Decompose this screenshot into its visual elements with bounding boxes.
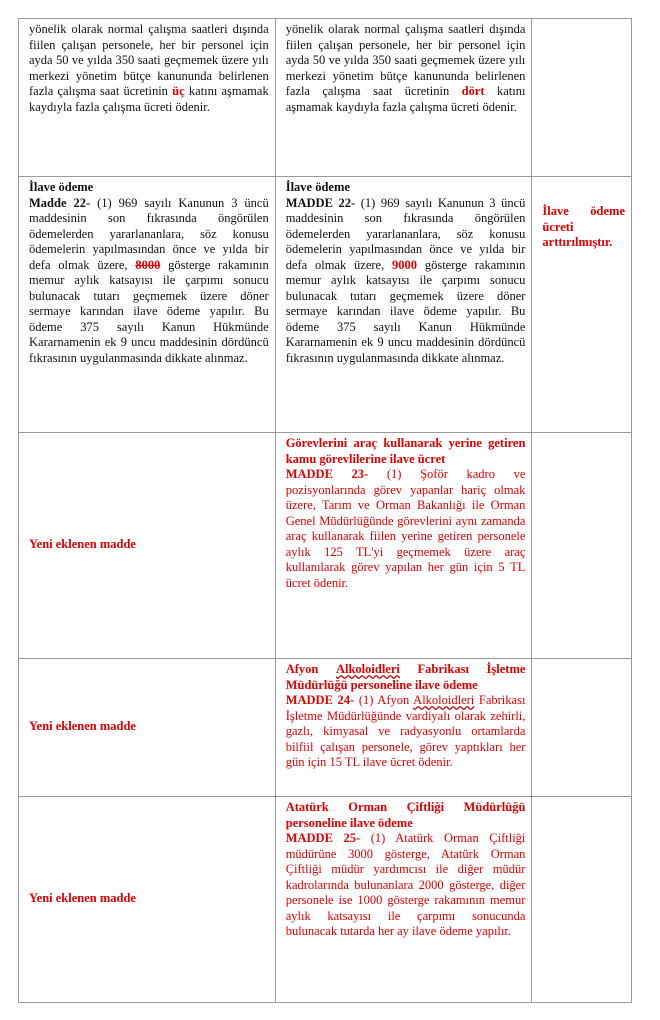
old-text: yönelik olarak normal çalışma saatleri dışında fiilen çalışan personele, her bir personel için ayda 50 ve yılda 350 saati geçmemek üzere yılı merkezi yönetim bütçe kanununda belirlenen fazla çalışma saat ücretinin — [29, 22, 269, 98]
new-highlight: dört — [461, 84, 485, 98]
new-heading: Fabrikası İşletme Müdürlüğü personeline ilave ödeme — [285, 662, 526, 692]
old-text-cell — [19, 177, 276, 433]
table-row — [19, 177, 632, 433]
old-article-number: Madde 22- — [29, 195, 91, 210]
new-article-number: MADDE 24- — [285, 693, 355, 707]
table-row — [19, 19, 632, 177]
new-highlight: 9000 — [392, 257, 418, 272]
new-text-cell — [275, 797, 532, 1003]
new-text-cell — [275, 433, 532, 659]
note-cell — [532, 433, 632, 659]
new-article-number: MADDE 23- — [285, 467, 369, 481]
old-text: katını aşmamak kaydıyla fazla çalışma ücreti ödenir. — [29, 84, 269, 114]
new-article-number: MADDE 25- — [285, 831, 361, 845]
new-article-label: Yeni eklenen madde — [29, 537, 136, 552]
table-row — [19, 797, 632, 1003]
note-cell — [532, 659, 632, 797]
new-heading: Afyon — [285, 662, 319, 676]
new-article-label: Yeni eklenen madde — [29, 891, 136, 906]
new-text-cell — [275, 19, 532, 177]
new-text: Fabrikası İşletme Müdürlüğünde vardiyalı olarak zehirli, gazlı, kimyasal ve radyasyonlu ortamlarda bilfiil çalışan personele, görev yaptıkları her gün için 15 TL ilave ücret ödenir. — [285, 693, 526, 769]
note-cell — [532, 797, 632, 1003]
change-note: İlave ödeme ücreti arttırılmıştır. — [542, 204, 625, 249]
new-text: (1) Şoför kadro ve pozisyonlarında görev yapanlar hariç olmak üzere, Tarım ve Orman Bakanlığı ile Orman Genel Müdürlüğünde görevlerini aynı zamanda araç kullanarak fiilen yerine getiren personele aylık 125 TL'yi geçmemek üzere araç kullanılarak görev yapılan her gün için 5 TL ücret ödenir. — [285, 467, 526, 590]
new-heading-spellcheck: Alkoloidleri — [335, 662, 400, 676]
table-row — [19, 433, 632, 659]
new-text-cell — [275, 177, 532, 433]
new-text-spellcheck: Alkoloidleri — [413, 693, 475, 707]
new-text: gösterge rakamının memur aylık katsayısı ile çarpımı sonucu bulunacak tutarı geçmemek üzere döner sermaye karından ilave ödeme yapılır. Bu ödeme 375 sayılı Kanun Hükmünde Kararnamenin ek 9 uncu maddesinin dördüncü fıkrasının uygulanmasında dikkate alınmaz. — [285, 257, 526, 365]
new-article-number: MADDE 22- — [285, 195, 356, 210]
note-cell — [532, 177, 632, 433]
table-row — [19, 659, 632, 797]
new-text-cell — [275, 659, 532, 797]
old-text-cell — [19, 659, 276, 797]
new-text: (1) 969 sayılı Kanunun 3 üncü maddesinin son fıkrasında öngörülen ödemelerden yararlananlara, söz konusu ödemelerin yapılmasından önce ve yılda bir defa olmak üzere, — [285, 195, 526, 272]
new-heading: Atatürk Orman Çiftliği Müdürlüğü personeline ilave ödeme — [285, 800, 526, 830]
new-text: (1) Atatürk Orman Çiftliği müdürüne 3000 gösterge, Atatürk Orman Çiftliği müdür yardımcısı ile diğer müdür kadrolarında bulunanlara 2000 gösterge, diğer personele ise 1000 gösterge rakamının memur aylık katsayısı ile çarpımı sonucunda bulunacak tutarda her ay ilave ödeme yapılır. — [285, 831, 526, 938]
new-text: (1) Afyon — [358, 693, 410, 707]
old-text-cell — [19, 797, 276, 1003]
old-heading: İlave ödeme — [29, 180, 94, 194]
old-highlight: üç — [172, 84, 185, 98]
old-highlight: 8000 — [135, 257, 161, 272]
note-cell — [532, 19, 632, 177]
new-text: yönelik olarak normal çalışma saatleri dışında fiilen çalışan personele, her bir personel için ayda 50 ve yılda 350 saati geçmemek üzere yılı merkezi yönetim bütçe kanununda belirlenen fazla çalışma saat ücretinin — [285, 22, 526, 98]
comparison-table — [18, 18, 632, 1003]
new-article-label: Yeni eklenen madde — [29, 719, 136, 734]
old-text-cell — [19, 433, 276, 659]
old-text: gösterge rakamının memur aylık katsayısı ile çarpımı sonucu bulunacak tutarı geçmemek üzere döner sermaye karından ilave ödeme yapılır. Bu ödeme 375 sayılı Kanun Hükmünde Kararnamenin ek 9 uncu maddesinin dördüncü fıkrasının uygulanmasında dikkate alınmaz. — [29, 257, 269, 365]
new-heading: Görevlerini araç kullanarak yerine getiren kamu görevlilerine ilave ücret — [285, 436, 526, 466]
new-text: katını aşmamak kaydıyla fazla çalışma ücreti ödenir. — [285, 84, 526, 114]
new-heading: İlave ödeme — [285, 180, 350, 194]
old-text: (1) 969 sayılı Kanunun 3 üncü maddesinin son fıkrasında öngörülen ödemelerden yararlananlara, söz konusu ödemelerin yapılmasından önce ve yılda bir defa olmak üzere, — [29, 195, 269, 272]
old-text-cell — [19, 19, 276, 177]
